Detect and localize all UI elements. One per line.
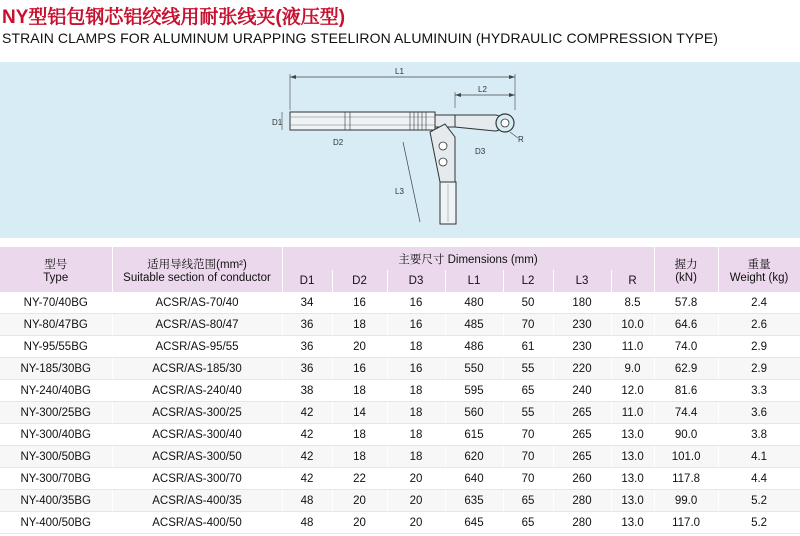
- table-body: [0, 292, 800, 534]
- table-cell: NY-400/50BG: [0, 512, 112, 534]
- table-cell: ACSR/AS-185/30: [112, 358, 282, 380]
- table-cell: 16: [387, 292, 445, 314]
- table-cell: 48: [282, 490, 332, 512]
- table-cell: 74.0: [654, 336, 718, 358]
- table-cell: 117.8: [654, 468, 718, 490]
- table-cell: 3.3: [718, 380, 800, 402]
- header-d2: D2: [332, 270, 387, 292]
- table-row: [0, 314, 800, 336]
- table-row: [0, 512, 800, 534]
- table-cell: 50: [503, 292, 553, 314]
- table-cell: 230: [553, 336, 611, 358]
- table-cell: NY-70/40BG: [0, 292, 112, 314]
- table-cell: NY-240/40BG: [0, 380, 112, 402]
- table-cell: 34: [282, 292, 332, 314]
- table-row: [0, 402, 800, 424]
- table-cell: NY-400/35BG: [0, 490, 112, 512]
- table-cell: ACSR/AS-300/25: [112, 402, 282, 424]
- table-cell: 18: [332, 446, 387, 468]
- table-cell: 38: [282, 380, 332, 402]
- table-cell: 70: [503, 314, 553, 336]
- table-row: [0, 468, 800, 490]
- label-d1: D1: [272, 118, 283, 127]
- table-cell: 55: [503, 402, 553, 424]
- table-cell: 13.0: [611, 424, 654, 446]
- table-cell: 550: [445, 358, 503, 380]
- table-row: [0, 424, 800, 446]
- table-cell: ACSR/AS-300/40: [112, 424, 282, 446]
- table-cell: 64.6: [654, 314, 718, 336]
- table-cell: 18: [387, 402, 445, 424]
- table-cell: 22: [332, 468, 387, 490]
- table-cell: 230: [553, 314, 611, 336]
- table-cell: 20: [387, 490, 445, 512]
- table-cell: 5.2: [718, 512, 800, 534]
- table-cell: 13.0: [611, 468, 654, 490]
- table-cell: 280: [553, 512, 611, 534]
- page-subtitle: STRAIN CLAMPS FOR ALUMINUM URAPPING STEELIRON ALUMINUIN (HYDRAULIC COMPRESSION TYPE): [2, 30, 719, 46]
- table-cell: 220: [553, 358, 611, 380]
- table-cell: ACSR/AS-240/40: [112, 380, 282, 402]
- table-cell: 8.5: [611, 292, 654, 314]
- table-cell: 14: [332, 402, 387, 424]
- table-cell: 16: [387, 314, 445, 336]
- table-cell: 18: [387, 380, 445, 402]
- table-cell: 65: [503, 512, 553, 534]
- table-cell: 18: [387, 424, 445, 446]
- table-cell: 2.4: [718, 292, 800, 314]
- table-cell: 645: [445, 512, 503, 534]
- header-l3: L3: [553, 270, 611, 292]
- table-cell: 70: [503, 446, 553, 468]
- table-cell: 11.0: [611, 402, 654, 424]
- header-r: R: [611, 270, 654, 292]
- table-cell: 180: [553, 292, 611, 314]
- table-cell: 480: [445, 292, 503, 314]
- table-cell: 640: [445, 468, 503, 490]
- table-cell: 2.9: [718, 336, 800, 358]
- table-cell: 81.6: [654, 380, 718, 402]
- table-cell: 48: [282, 512, 332, 534]
- table-cell: 595: [445, 380, 503, 402]
- table-cell: 36: [282, 314, 332, 336]
- table-cell: 101.0: [654, 446, 718, 468]
- table-row: [0, 292, 800, 314]
- table-cell: 36: [282, 336, 332, 358]
- header-l2: L2: [503, 270, 553, 292]
- table-cell: 265: [553, 424, 611, 446]
- table-cell: 42: [282, 446, 332, 468]
- table-cell: 13.0: [611, 512, 654, 534]
- table-cell: 20: [387, 468, 445, 490]
- table-cell: 18: [332, 314, 387, 336]
- table-cell: 62.9: [654, 358, 718, 380]
- table-cell: 18: [332, 424, 387, 446]
- header-d3: D3: [387, 270, 445, 292]
- table-cell: 42: [282, 402, 332, 424]
- table-cell: 615: [445, 424, 503, 446]
- table-cell: 280: [553, 490, 611, 512]
- table-cell: 42: [282, 468, 332, 490]
- table-cell: 57.8: [654, 292, 718, 314]
- table-cell: 61: [503, 336, 553, 358]
- clamp-drawing-svg: [0, 62, 800, 238]
- label-d2: D2: [333, 138, 344, 147]
- table-cell: 4.4: [718, 468, 800, 490]
- table-cell: 3.6: [718, 402, 800, 424]
- table-cell: 240: [553, 380, 611, 402]
- table-cell: 99.0: [654, 490, 718, 512]
- table-row: [0, 358, 800, 380]
- table-cell: NY-300/25BG: [0, 402, 112, 424]
- table-cell: 18: [387, 446, 445, 468]
- table-cell: 65: [503, 380, 553, 402]
- spec-table: [0, 247, 800, 534]
- table-cell: 117.0: [654, 512, 718, 534]
- header-section: 适用导线范围(mm²) Suitable section of conductor: [112, 247, 282, 292]
- table-cell: 12.0: [611, 380, 654, 402]
- table-cell: 18: [387, 336, 445, 358]
- table-cell: 20: [332, 490, 387, 512]
- table-cell: 485: [445, 314, 503, 336]
- page-title: NY型铝包钢芯铝绞线用耐张线夹(液压型): [2, 7, 346, 28]
- table-cell: ACSR/AS-95/55: [112, 336, 282, 358]
- label-l1: L1: [395, 67, 404, 76]
- table-cell: 65: [503, 490, 553, 512]
- table-cell: 74.4: [654, 402, 718, 424]
- table-cell: 90.0: [654, 424, 718, 446]
- header-weight: 重量 Weight (kg): [718, 247, 800, 292]
- table-cell: 560: [445, 402, 503, 424]
- table-cell: 3.8: [718, 424, 800, 446]
- table-cell: NY-185/30BG: [0, 358, 112, 380]
- table-cell: ACSR/AS-300/70: [112, 468, 282, 490]
- table-cell: 13.0: [611, 446, 654, 468]
- table-cell: 20: [332, 512, 387, 534]
- table-row: [0, 490, 800, 512]
- clamp-drawing: [0, 62, 800, 238]
- header-type: 型号 Type: [0, 247, 112, 292]
- table-cell: 4.1: [718, 446, 800, 468]
- header-l1: L1: [445, 270, 503, 292]
- header-d1: D1: [282, 270, 332, 292]
- table-cell: ACSR/AS-80/47: [112, 314, 282, 336]
- table-cell: 260: [553, 468, 611, 490]
- table-cell: 620: [445, 446, 503, 468]
- table-row: [0, 380, 800, 402]
- table-cell: 265: [553, 402, 611, 424]
- table-cell: 20: [332, 336, 387, 358]
- table-cell: ACSR/AS-300/50: [112, 446, 282, 468]
- table-cell: 70: [503, 424, 553, 446]
- table-cell: 16: [332, 358, 387, 380]
- table-cell: 2.6: [718, 314, 800, 336]
- table-cell: 13.0: [611, 490, 654, 512]
- table-row: [0, 446, 800, 468]
- table-cell: ACSR/AS-70/40: [112, 292, 282, 314]
- table-cell: 2.9: [718, 358, 800, 380]
- table-cell: 486: [445, 336, 503, 358]
- table-row: [0, 336, 800, 358]
- header-dimensions: 主要尺寸 Dimensions (mm): [282, 247, 654, 270]
- label-l3: L3: [395, 187, 404, 196]
- table-cell: NY-80/47BG: [0, 314, 112, 336]
- table-cell: 5.2: [718, 490, 800, 512]
- table-cell: 11.0: [611, 336, 654, 358]
- table-cell: 9.0: [611, 358, 654, 380]
- table-cell: 42: [282, 424, 332, 446]
- table-cell: ACSR/AS-400/50: [112, 512, 282, 534]
- table-cell: ACSR/AS-400/35: [112, 490, 282, 512]
- label-d3: D3: [475, 147, 486, 156]
- label-l2: L2: [478, 85, 487, 94]
- header-force: 握力 (kN): [654, 247, 718, 292]
- table-cell: 20: [387, 512, 445, 534]
- table-cell: 16: [332, 292, 387, 314]
- table-cell: 635: [445, 490, 503, 512]
- table-cell: 70: [503, 468, 553, 490]
- table-cell: 10.0: [611, 314, 654, 336]
- table-cell: NY-95/55BG: [0, 336, 112, 358]
- table-cell: 16: [387, 358, 445, 380]
- table-cell: 36: [282, 358, 332, 380]
- table-cell: 265: [553, 446, 611, 468]
- table-cell: NY-300/40BG: [0, 424, 112, 446]
- table-cell: NY-300/50BG: [0, 446, 112, 468]
- label-r: R: [518, 135, 524, 144]
- table-cell: NY-300/70BG: [0, 468, 112, 490]
- table-cell: 55: [503, 358, 553, 380]
- table-cell: 18: [332, 380, 387, 402]
